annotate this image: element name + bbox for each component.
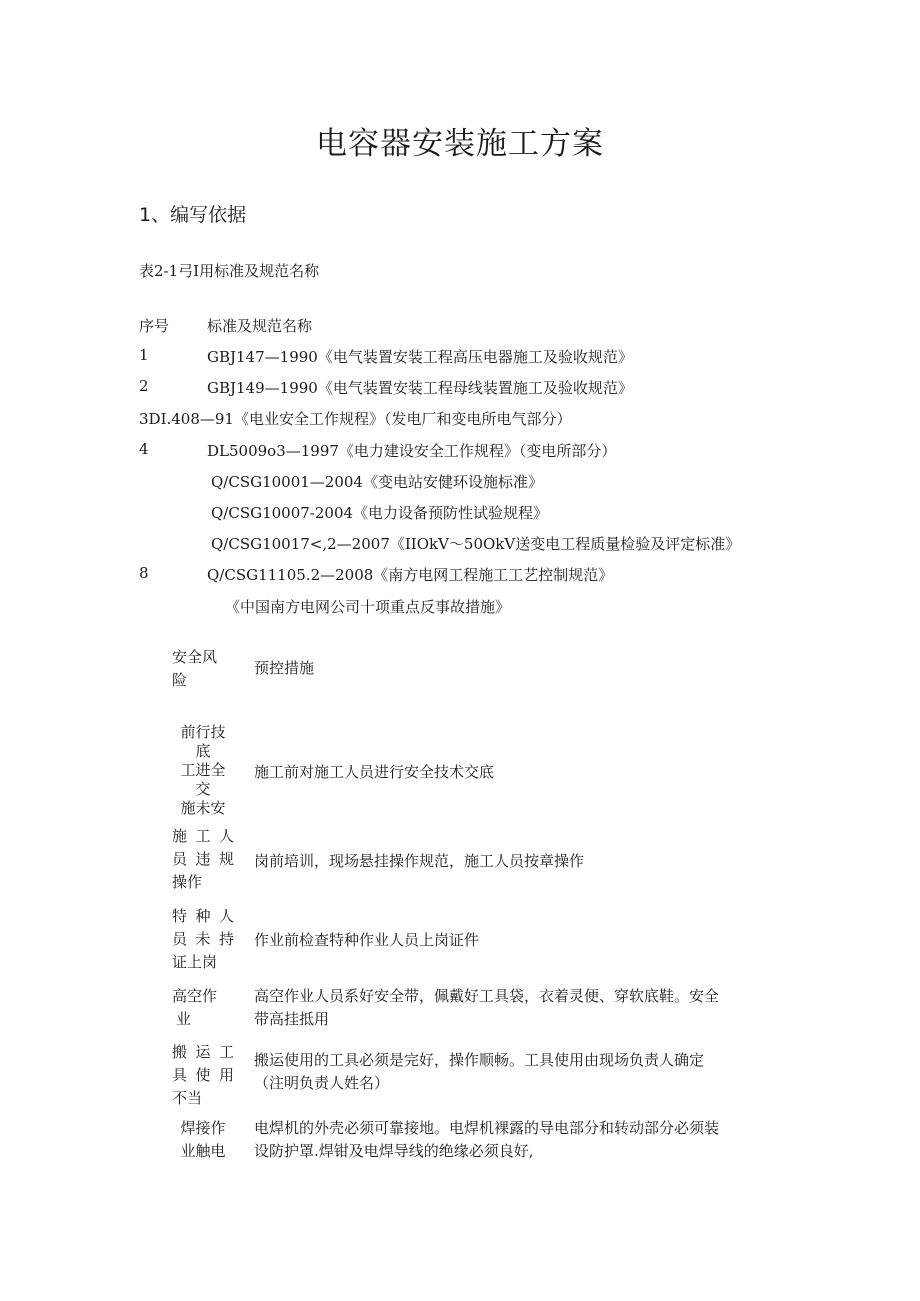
risk-line: 业 bbox=[176, 1010, 192, 1028]
risk-line: 员违规 bbox=[172, 850, 234, 868]
standard-name: Q/CSG10017<,2—2007《IIOkV～50OkV送变电工程质量检验及评定标准》 bbox=[211, 535, 741, 553]
risk-header-line: 险 bbox=[172, 671, 188, 689]
risk-line: 特种人 bbox=[172, 907, 234, 925]
risk-cell bbox=[172, 985, 234, 1031]
measure-cell: 搬运使用的工具必须是完好，操作顺畅。工具使用由现场负责人确定（注明负责人姓名） bbox=[254, 1051, 705, 1092]
page-title: 电容器安装施工方案 bbox=[316, 126, 604, 162]
risk-header-line: 安全风 bbox=[172, 648, 218, 666]
standard-name: DL5009o3—1997《电力建设安全工作规程》（变电所部分） bbox=[207, 442, 617, 460]
risk-header bbox=[172, 646, 234, 692]
standards-header-name: 标准及规范名称 bbox=[207, 317, 313, 335]
risk-cell bbox=[172, 723, 234, 818]
standard-name: Q/CSG10001—2004《变电站安健环设施标准》 bbox=[211, 473, 543, 491]
standard-name: Q/CSG11105.2—2008《南方电网工程施工工艺控制规范》 bbox=[207, 566, 614, 584]
section-heading: 1、编写依据 bbox=[139, 204, 247, 226]
risk-line: 业触电 bbox=[180, 1142, 226, 1160]
standard-no: 2 bbox=[139, 377, 149, 395]
risk-line: 不当 bbox=[172, 1089, 203, 1107]
risk-cell bbox=[172, 1117, 234, 1163]
risk-line: 底 bbox=[195, 742, 211, 760]
risk-line: 工进全 bbox=[180, 761, 226, 779]
risk-line: 高空作 bbox=[172, 987, 218, 1005]
risk-line: 施工人 bbox=[172, 827, 234, 845]
standard-no: 8 bbox=[139, 564, 149, 582]
risk-line: 交 bbox=[195, 780, 211, 798]
standards-header-no: 序号 bbox=[139, 317, 170, 335]
standard-name: 《中国南方电网公司十项重点反事故措施》 bbox=[225, 598, 511, 616]
standard-no: 1 bbox=[139, 346, 149, 364]
measure-header: 预控措施 bbox=[254, 659, 315, 677]
risk-line: 焊接作 bbox=[180, 1119, 226, 1137]
risk-line: 证上岗 bbox=[172, 953, 218, 971]
risk-cell bbox=[172, 905, 234, 974]
measure-cell: 作业前检查特种作业人员上岗证件 bbox=[254, 931, 480, 949]
risk-line: 前行技 bbox=[180, 723, 226, 741]
risk-cell bbox=[172, 1041, 234, 1110]
standard-name: GBJ149—1990《电气装置安装工程母线装置施工及验收规范》 bbox=[207, 379, 633, 397]
standard-name: 3DI.408—91《电业安全工作规程》（发电厂和变电所电气部分） bbox=[139, 410, 572, 428]
standard-no: 4 bbox=[139, 440, 149, 458]
risk-line: 施未安 bbox=[180, 799, 226, 817]
measure-cell: 施工前对施工人员进行安全技术交底 bbox=[254, 763, 495, 781]
standard-name: Q/CSG10007-2004《电力设备预防性试验规程》 bbox=[211, 504, 549, 522]
risk-cell bbox=[172, 825, 234, 894]
table-caption: 表2-1弓I用标准及规范名称 bbox=[139, 262, 320, 280]
measure-cell: 岗前培训，现场悬挂操作规范，施工人员按章操作 bbox=[254, 852, 585, 870]
measure-cell: 高空作业人员系好安全带，佩戴好工具袋，衣着灵便、穿软底鞋。安全带高挂抵用 bbox=[254, 987, 720, 1028]
standard-name: GBJ147—1990《电气装置安装工程高压电器施工及验收规范》 bbox=[207, 348, 633, 366]
measure-cell: 电焊机的外壳必须可靠接地。电焊机裸露的导电部分和转动部分必须装设防护罩.焊钳及电焊导线的绝缘必须良好, bbox=[254, 1119, 720, 1160]
risk-line: 操作 bbox=[172, 873, 203, 891]
risk-line: 员未持 bbox=[172, 930, 234, 948]
risk-line: 具使用 bbox=[172, 1066, 234, 1084]
risk-line: 搬运工 bbox=[172, 1043, 234, 1061]
